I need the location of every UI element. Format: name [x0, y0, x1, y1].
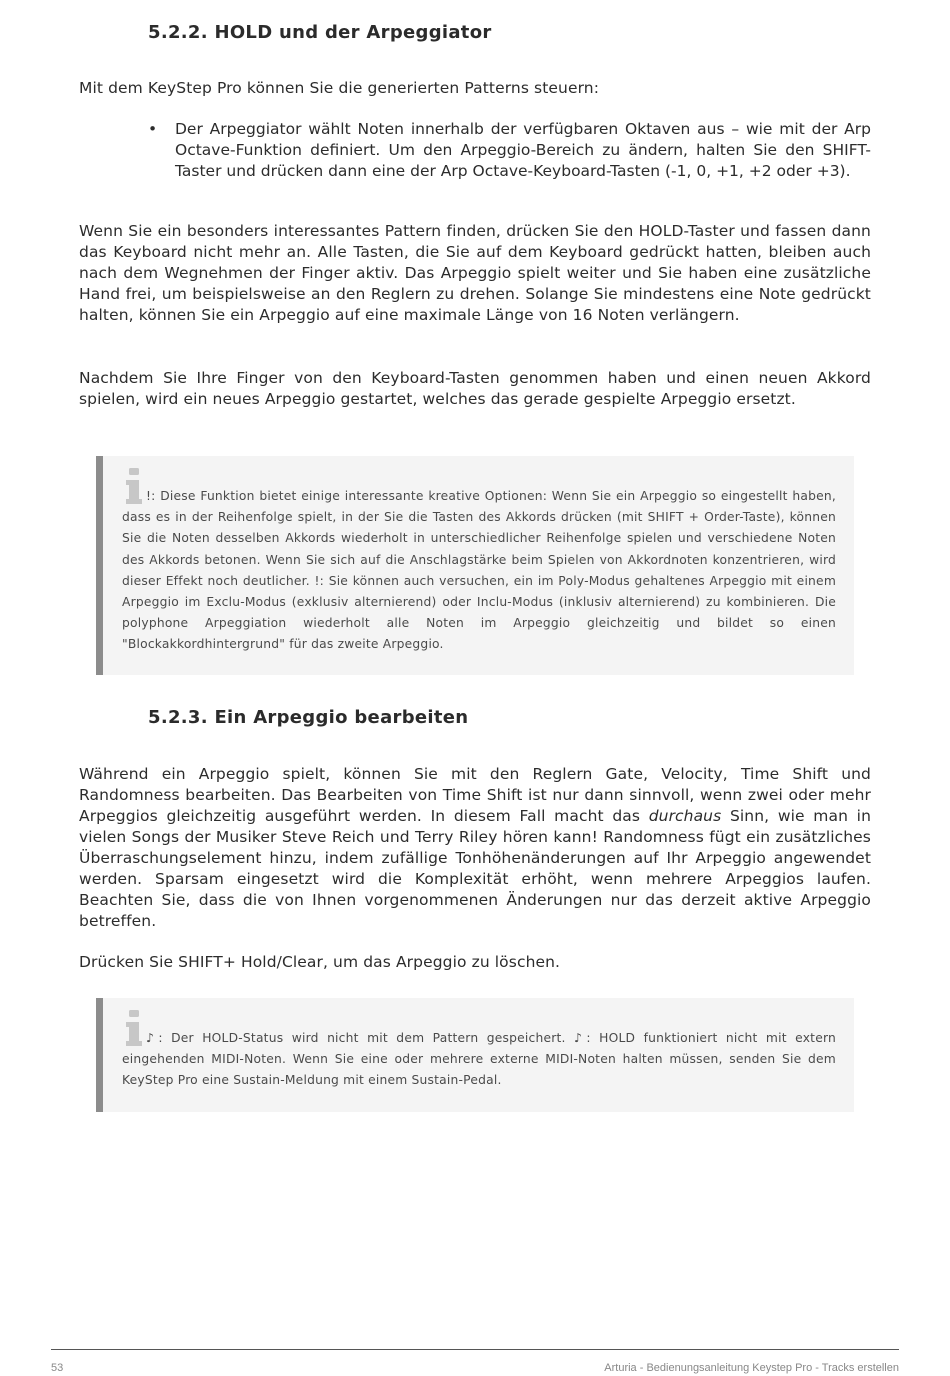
clear-paragraph: Drücken Sie SHIFT+ Hold/Clear, um das Arpeggio zu löschen. [79, 953, 561, 971]
info-note-content: !: Diese Funktion bietet einige interessante kreative Optionen: Wenn Sie ein Arpeggio so eingestellt haben, dass es in der Reihenfolge spielt, in der Sie die Tasten des Akkords drücken (mit SHIFT + Order-Taste), können Sie die Noten desselben Akkords wiederholt in unterschiedlicher Reihenfolge spielen und verschiedene Noten des Akkords betonen. Wenn Sie sich auf die Anschlagstärke beim Spielen von Akkordnoten konzentrieren, wird dieser Effekt noch deutlicher. !: Sie können auch versuchen, ein im Poly-Modus gehaltenes Arpeggio mit einem Arpeggio im Exclu-Modus (exklusiv alternierend) oder Inclu-Modus (inklusiv alternierend) zu kombinieren. Die polyphone Arpeggiation wiederholt alle Noten im Arpeggio gleichzeitig und bildet so einen "Blockakkordhintergrund" für das zweite Arpeggio. [122, 489, 836, 652]
edit-paragraph-emphasis: durchaus [648, 807, 722, 825]
info-note-box [96, 456, 854, 675]
footer-document-title: Arturia - Bedienungsanleitung Keystep Pro - Tracks erstellen [604, 1362, 899, 1374]
intro-paragraph: Mit dem KeyStep Pro können Sie die generierten Patterns steuern: [79, 79, 600, 97]
bullet-marker: • [148, 120, 158, 138]
bullet-item [148, 119, 871, 182]
bullet-list [148, 119, 871, 182]
bullet-text: Der Arpeggiator wählt Noten innerhalb der verfügbaren Oktaven aus – wie mit der Arp Octave-Funktion definiert. Um den Arpeggio-Bereich zu ändern, halten Sie den SHIFT-Taster und drücken dann eine der Arp Octave-Keyboard-Tasten (-1, 0, +1, +2 oder +3). [175, 120, 871, 180]
section-heading-hold: 5.2.2. HOLD und der Arpeggiator [148, 22, 492, 43]
info-note-content-2: ♪: Der HOLD-Status wird nicht mit dem Pattern gespeichert. ♪: HOLD funktioniert nicht mit extern eingehenden MIDI-Noten. Wenn Sie eine oder mehrere externe MIDI-Noten halten müssen, senden Sie dem KeyStep Pro eine Sustain-Meldung mit einem Sustain-Pedal. [122, 1031, 836, 1088]
edit-paragraph-part2: Sinn, wie man in vielen Songs der Musiker Steve Reich und Terry Riley hören kann! Randomness fügt ein zusätzliches Überraschungselement hinzu, indem zufällige Tonhöhenänderungen auf Ihr Arpeggio angewendet werden. Sparsam eingesetzt wird die Komplexität erhöht, wenn mehrere Arpeggios laufen. Beachten Sie, dass die von Ihnen vorgenommenen Änderungen nur das derzeit aktive Arpeggio betreffen. [79, 807, 871, 930]
info-icon [126, 1010, 142, 1048]
new-chord-paragraph: Nachdem Sie Ihre Finger von den Keyboard-Tasten genommen haben und einen neuen Akkord spielen, wird ein neues Arpeggio gestartet, welches das gerade gespielte Arpeggio ersetzt. [79, 369, 871, 408]
info-icon [126, 468, 142, 506]
hold-paragraph: Wenn Sie ein besonders interessantes Pattern finden, drücken Sie den HOLD-Taster und fassen dann das Keyboard nicht mehr an. Alle Tasten, die Sie auf dem Keyboard gedrückt hatten, bleiben auch nach dem Wegnehmen der Finger aktiv. Das Arpeggio spielt weiter und Sie haben eine zusätzliche Hand frei, um beispielsweise an den Reglern zu drehen. Solange Sie mindestens eine Note gedrückt halten, können Sie ein Arpeggio auf eine maximale Länge von 16 Noten verlängern. [79, 222, 871, 324]
edit-paragraph [79, 764, 871, 932]
info-note-text [122, 486, 836, 656]
section-heading-edit: 5.2.3. Ein Arpeggio bearbeiten [148, 707, 469, 728]
page-number: 53 [51, 1362, 64, 1374]
edit-paragraph-part1: Während ein Arpeggio spielt, können Sie mit den Reglern Gate, Velocity, Time Shift und Randomness bearbeiten. Das Bearbeiten von Time Shift ist nur dann sinnvoll, wenn zwei oder mehr Arpeggios gleichzeitig ausgeführt werden. In diesem Fall macht das [79, 765, 871, 825]
info-note-box-2 [96, 998, 854, 1112]
footer-divider [51, 1349, 899, 1350]
info-note-text-2 [122, 1028, 836, 1092]
